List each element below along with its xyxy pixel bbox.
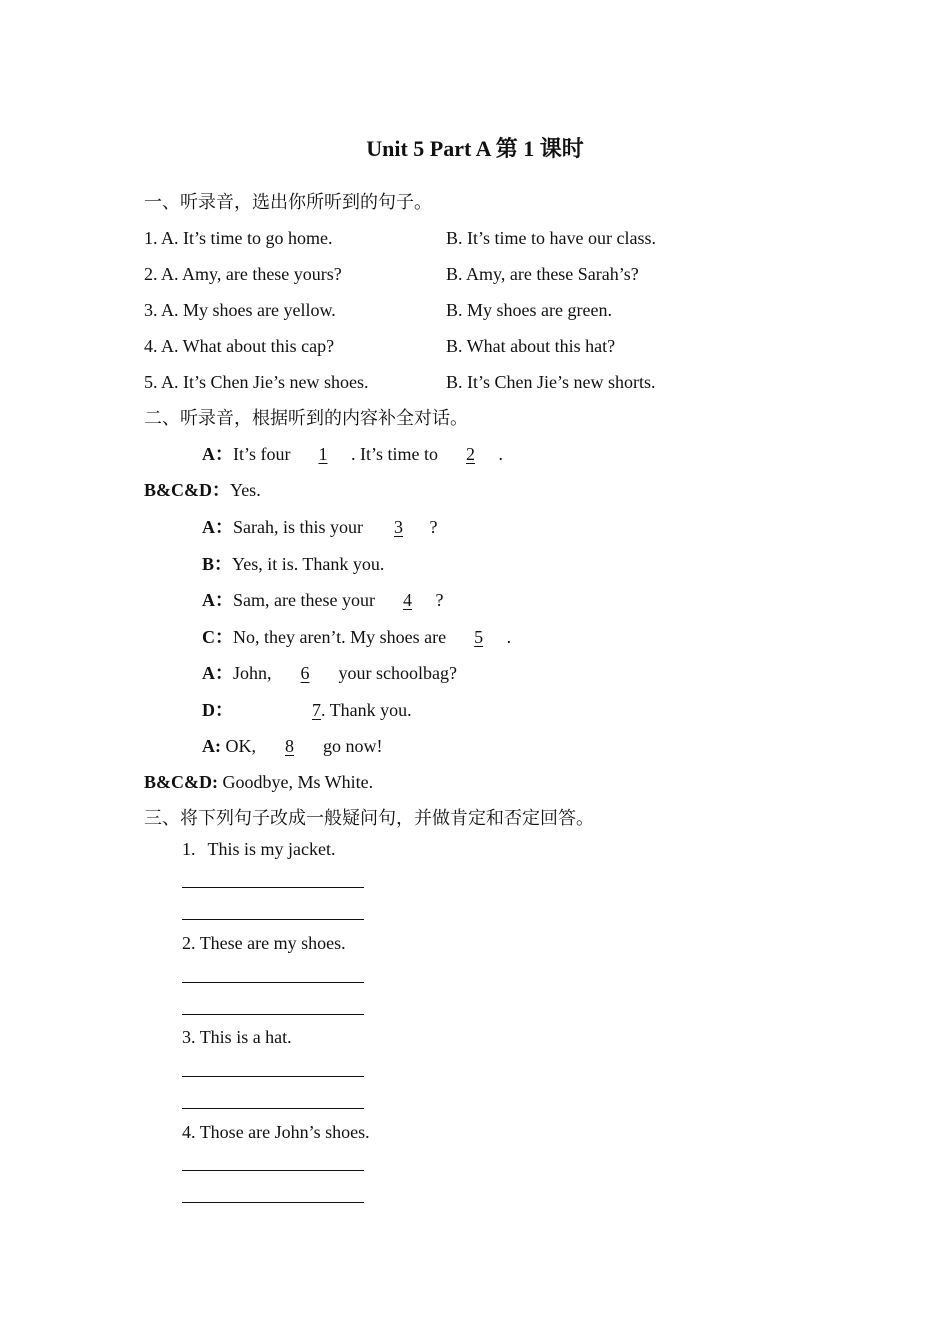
answer-line[interactable] [182, 1170, 364, 1171]
dialogue-text: It’s four [233, 444, 295, 464]
blank-8: 8 [285, 736, 294, 756]
answer-line[interactable] [182, 1076, 364, 1077]
dialogue-line-9 [202, 735, 383, 757]
answer-line[interactable] [182, 982, 364, 983]
s1-item1-option-a: 1. A. It’s time to go home. [144, 228, 333, 248]
s1-item5-option-a: 5. A. It’s Chen Jie’s new shoes. [144, 372, 369, 392]
dialogue-text: John, [233, 663, 277, 683]
speaker-label: B&C&D： [144, 480, 230, 500]
item-number: 1. [182, 839, 196, 859]
answer-line[interactable] [182, 1014, 364, 1015]
blank-6: 6 [300, 663, 310, 683]
speaker-label: A： [202, 590, 233, 610]
s3-item-3 [182, 1026, 292, 1048]
answer-line[interactable] [182, 919, 364, 920]
dialogue-text: No, they aren’t. My shoes are [233, 627, 451, 647]
dialogue-line-8 [202, 699, 412, 721]
blank-2: 2 [466, 444, 475, 464]
item-sentence: These are my shoes. [199, 933, 346, 953]
section2-heading: 二、听录音，根据听到的内容补全对话。 [144, 408, 468, 428]
dialogue-line-10 [144, 771, 373, 793]
dialogue-line-5 [202, 589, 443, 611]
dialogue-line-3 [202, 516, 438, 538]
dialogue-text: . It’s time to [351, 444, 443, 464]
s3-item-4 [182, 1121, 370, 1143]
dialogue-text: ? [429, 517, 438, 537]
dialogue-line-6 [202, 626, 511, 648]
s1-item3-option-a: 3. A. My shoes are yellow. [144, 300, 336, 320]
dialogue-text: Sam, are these your [233, 590, 380, 610]
speaker-label: D： [202, 700, 233, 720]
s1-item4-option-b: B. What about this hat? [446, 336, 616, 356]
dialogue-line-2 [144, 479, 261, 501]
answer-line[interactable] [182, 1108, 364, 1109]
s1-item2-option-b: B. Amy, are these Sarah’s? [446, 264, 639, 284]
speaker-label: A： [202, 663, 233, 683]
item-sentence: This is a hat. [199, 1027, 292, 1047]
dialogue-text: Sarah, is this your [233, 517, 368, 537]
dialogue-line-4 [202, 553, 384, 575]
s1-item4-option-a: 4. A. What about this cap? [144, 336, 335, 356]
item-number: 4. [182, 1122, 196, 1142]
blank-5: 5 [474, 627, 484, 647]
dialogue-text: . Thank you. [321, 700, 412, 720]
speaker-label: A： [202, 444, 233, 464]
s3-item-2 [182, 932, 346, 954]
speaker-label: A: [202, 736, 221, 756]
item-number: 2. [182, 933, 196, 953]
dialogue-text: Goodbye, Ms White. [218, 772, 374, 792]
answer-line[interactable] [182, 887, 364, 888]
dialogue-line-1 [202, 443, 503, 465]
speaker-label: A： [202, 517, 233, 537]
dialogue-text: . [506, 627, 512, 647]
s1-item3-option-b: B. My shoes are green. [446, 300, 612, 320]
dialogue-text: OK, [221, 736, 261, 756]
speaker-label: C： [202, 627, 233, 647]
dialogue-text: Yes, it is. Thank you. [232, 554, 385, 574]
speaker-label: B&C&D: [144, 772, 218, 792]
dialogue-line-7 [202, 662, 457, 684]
dialogue-text: Yes. [230, 480, 261, 500]
item-number: 3. [182, 1027, 196, 1047]
item-sentence: This is my jacket. [207, 839, 336, 859]
dialogue-text: . [498, 444, 503, 464]
item-sentence: Those are John’s shoes. [199, 1122, 370, 1142]
section3-heading: 三、将下列句子改成一般疑问句，并做肯定和否定回答。 [144, 808, 594, 828]
blank-1: 1 [318, 444, 328, 464]
answer-line[interactable] [182, 1202, 364, 1203]
dialogue-text: go now! [318, 736, 383, 756]
blank-7: 7 [312, 700, 321, 720]
dialogue-text: ? [435, 590, 444, 610]
s1-item5-option-b: B. It’s Chen Jie’s new shorts. [446, 372, 656, 392]
s3-item-1 [182, 838, 335, 860]
s1-item1-option-b: B. It’s time to have our class. [446, 228, 656, 248]
section1-heading: 一、听录音，选出你所听到的句子。 [144, 192, 432, 212]
dialogue-text: your schoolbag? [334, 663, 457, 683]
blank-4: 4 [402, 590, 412, 610]
blank-3: 3 [394, 517, 403, 537]
s1-item2-option-a: 2. A. Amy, are these yours? [144, 264, 342, 284]
page-title: Unit 5 Part A 第 1 课时 [366, 136, 584, 161]
speaker-label: B： [202, 554, 233, 574]
